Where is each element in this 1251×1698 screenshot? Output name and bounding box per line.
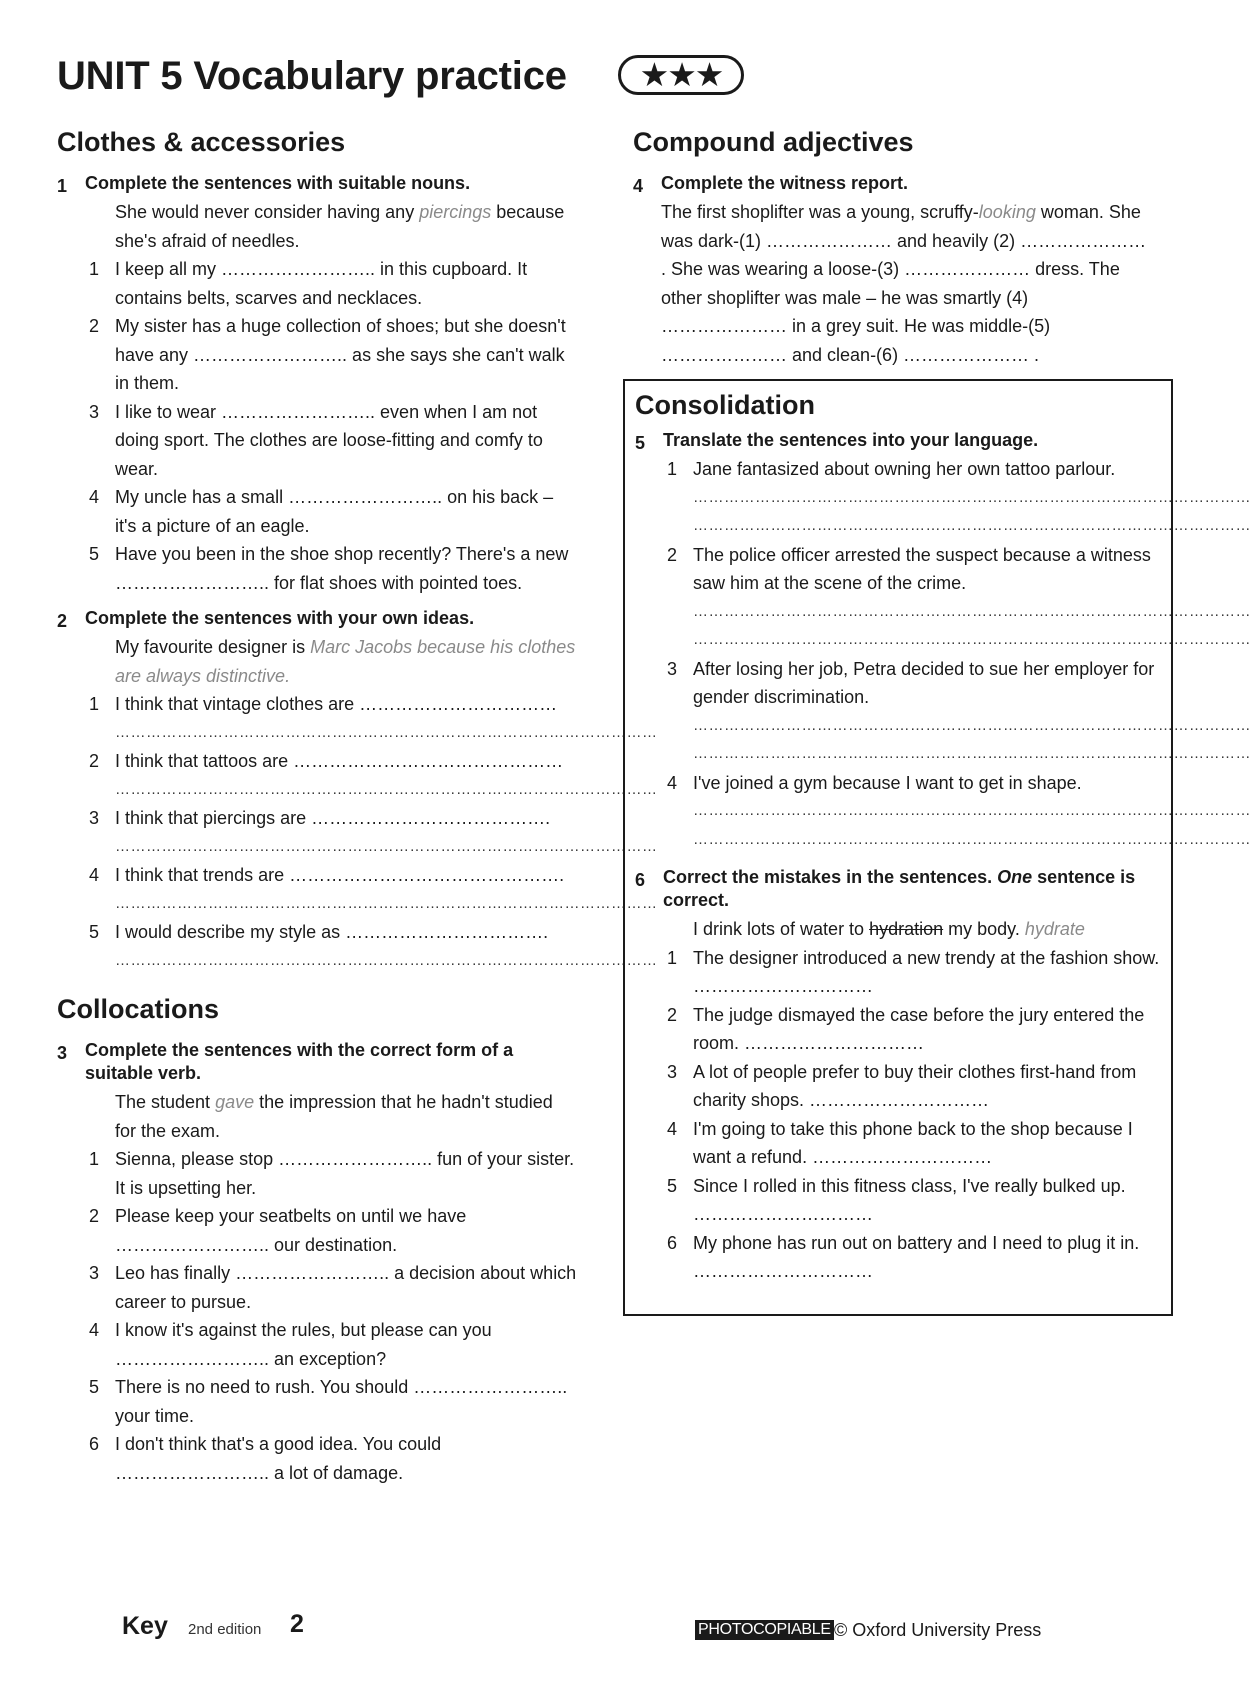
question-item: 4 I'm going to take this phone back to the shop because I want a refund. ………………………… — [666, 1118, 1133, 1167]
answer-line: ……………………………………………………………………………………………… — [693, 602, 1251, 620]
question-item: 2 Please keep your seatbelts on until we have …………………….. our destination. — [88, 1206, 467, 1255]
exercise-4 — [633, 172, 1153, 369]
exercise-instruction: Translate the sentences into your language. — [663, 430, 1039, 450]
right-column — [633, 126, 1251, 1316]
example-answer: piercings — [419, 202, 492, 222]
answer-line: ……………………………………………………………………………………………… — [693, 802, 1251, 819]
question-item: 5 I would describe my style as ……………………………. …………………………………………………………………………………………… — [85, 918, 577, 975]
question-item: 1 The designer introduced a new trendy at the fashion show. ………………………… — [666, 947, 1160, 996]
question-item: 3 A lot of people prefer to buy their clothes first-hand from charity shops. ………………………… — [666, 1061, 1137, 1110]
exercise-1 — [57, 172, 577, 597]
example-sentence: The student gave the impression that he hadn't studied for the exam. — [115, 1092, 553, 1141]
question-item: 3 I think that piercings are …………………………………. …………………………………………………………………………………………… — [85, 804, 577, 861]
exercise-2 — [57, 607, 658, 975]
exercise-number: 2 — [57, 611, 68, 631]
difficulty-stars-badge: ★★★ — [618, 55, 744, 95]
answer-line: ……………………………………………………………………………………………… — [693, 517, 1251, 534]
exercise-5 — [635, 429, 1251, 854]
question-item: 6 My phone has run out on battery and I need to plug it in. ………………………… — [666, 1232, 1140, 1281]
photocopiable-label: PHOTOCOPIABLE — [695, 1620, 834, 1640]
exercise-number: 4 — [633, 176, 644, 196]
example-sentence: My favourite designer is Marc Jacobs because his clothes are always distinctive. — [115, 637, 576, 686]
question-item: 2 My sister has a huge collection of shoes; but she doesn't have any …………………….. as she says she can't walk in them. — [88, 316, 566, 393]
question-item: 4 My uncle has a small …………………….. on his back – it's a picture of an eagle. — [88, 487, 554, 536]
answer-line: …………………………………………………………………………………………… — [115, 780, 658, 798]
footer-edition: 2nd edition — [188, 1621, 262, 1638]
exercise-3 — [57, 1039, 577, 1487]
section-title-clothes: Clothes & accessories — [57, 127, 346, 157]
question-item: 1 Sienna, please stop …………………….. fun of your sister. It is upsetting her. — [88, 1149, 575, 1198]
example-answer: Marc Jacobs because his clothes are always distinctive. — [115, 637, 576, 686]
question-item: 5 There is no need to rush. You should …………………….. your time. — [88, 1377, 568, 1426]
question-item: 2 The police officer arrested the suspect because a witness saw him at the scene of the crime. ……………………………………………………………………………………………… ……………………………………………………………………………………………… — [663, 541, 1161, 655]
exercise-instruction: Complete the sentences with your own ideas. — [85, 608, 475, 628]
witness-report-text: The first shoplifter was a young, scruffy-looking woman. She was dark-(1) ………………… and heavily (2) ………………… . She was wearing a loose-(3) ………………… dress. The other shoplifter was male – he was smartly (4) ………………… in a grey suit. He was middle-(5) ………………… and clean-(6) ………………… . — [661, 202, 1147, 365]
answer-line: …………………………………………………………………………………………… — [115, 894, 658, 912]
example-answer: hydrate — [1024, 919, 1085, 939]
section-title-compound: Compound adjectives — [633, 127, 914, 157]
question-item: 2 The judge dismayed the case before the jury entered the room. ………………………… — [666, 1004, 1145, 1053]
answer-line: ……………………………………………………………………………………………… — [693, 745, 1251, 762]
exercise-instruction: Complete the witness report. — [661, 173, 909, 193]
question-item: 2 I think that tattoos are ……………………………………… …………………………………………………………………………………………… — [85, 747, 577, 804]
consolidation-box — [623, 379, 1251, 1316]
exercise-instruction: Complete the sentences with the correct form of a suitable verb. — [85, 1040, 514, 1083]
example-answer: gave — [215, 1092, 255, 1112]
example-answer: looking — [978, 202, 1036, 222]
question-item: 4 I've joined a gym because I want to get in shape. ……………………………………………………………………………………………… ……………………………………………………………………………………………… — [663, 769, 1161, 855]
question-item: 1 I keep all my …………………….. in this cupboard. It contains belts, scarves and necklaces. — [88, 259, 528, 308]
answer-line: …………………………………………………………………………………………… — [115, 723, 658, 741]
exercise-6 — [635, 866, 1161, 1286]
question-item: 4 I think that trends are ………………………………………. …………………………………………………………………………………………… — [85, 861, 577, 918]
question-item: 3 I like to wear …………………….. even when I am not doing sport. The clothes are loose-fitting and comfy to wear. — [88, 401, 543, 479]
question-item: 1 I think that vintage clothes are …………………………… …………………………………………………………………………………………… — [85, 690, 577, 747]
example-sentence: I drink lots of water to hydration my body. hydrate — [693, 919, 1085, 939]
page-title: UNIT 5 Vocabulary practice — [57, 54, 567, 98]
question-item: 3 After losing her job, Petra decided to sue her employer for gender discrimination. ……………………………………………………………………………………………… ……………………………………………………………………………………………… — [663, 655, 1161, 769]
section-title-consolidation: Consolidation — [635, 390, 815, 420]
question-item: 3 Leo has finally …………………….. a decision about which career to pursue. — [88, 1263, 577, 1312]
answer-line: ……………………………………………………………………………………………… — [693, 830, 1251, 848]
question-item: 4 I know it's against the rules, but please can you …………………….. an exception? — [88, 1320, 492, 1369]
question-item: 6 I don't think that's a good idea. You could …………………….. a lot of damage. — [88, 1434, 442, 1483]
section-title-collocations: Collocations — [57, 994, 220, 1024]
footer-book-title: Key — [122, 1612, 168, 1640]
exercise-instruction: Correct the mistakes in the sentences. One sentence is correct. — [663, 867, 1136, 910]
answer-line: …………………………………………………………………………………………… — [115, 837, 658, 855]
answer-line: ……………………………………………………………………………………………… — [693, 631, 1251, 648]
exercise-number: 1 — [57, 176, 68, 196]
answer-line: ……………………………………………………………………………………………… — [693, 716, 1251, 734]
page-number: 2 — [290, 1610, 304, 1638]
exercise-number: 5 — [635, 433, 646, 453]
exercise-number: 3 — [57, 1043, 68, 1063]
answer-line: ……………………………………………………………………………………………… — [693, 488, 1251, 506]
struck-word: hydration — [869, 919, 944, 939]
answer-line: …………………………………………………………………………………………… — [115, 951, 658, 969]
question-item: 5 Since I rolled in this fitness class, I've really bulked up. ………………………… — [666, 1175, 1126, 1224]
exercise-number: 6 — [635, 870, 646, 890]
question-item: 5 Have you been in the shoe shop recently? There's a new …………………….. for flat shoes with pointed toes. — [88, 544, 569, 593]
exercise-instruction: Complete the sentences with suitable nouns. — [85, 173, 471, 193]
left-column — [57, 126, 658, 1497]
copyright-notice: © Oxford University Press — [834, 1620, 1042, 1640]
question-item: 1 Jane fantasized about owning her own tattoo parlour. ……………………………………………………………………………………………… ……………………………………………………………………………………………… — [663, 455, 1161, 541]
example-sentence: She would never consider having any piercings because she's afraid of needles. — [115, 202, 565, 251]
